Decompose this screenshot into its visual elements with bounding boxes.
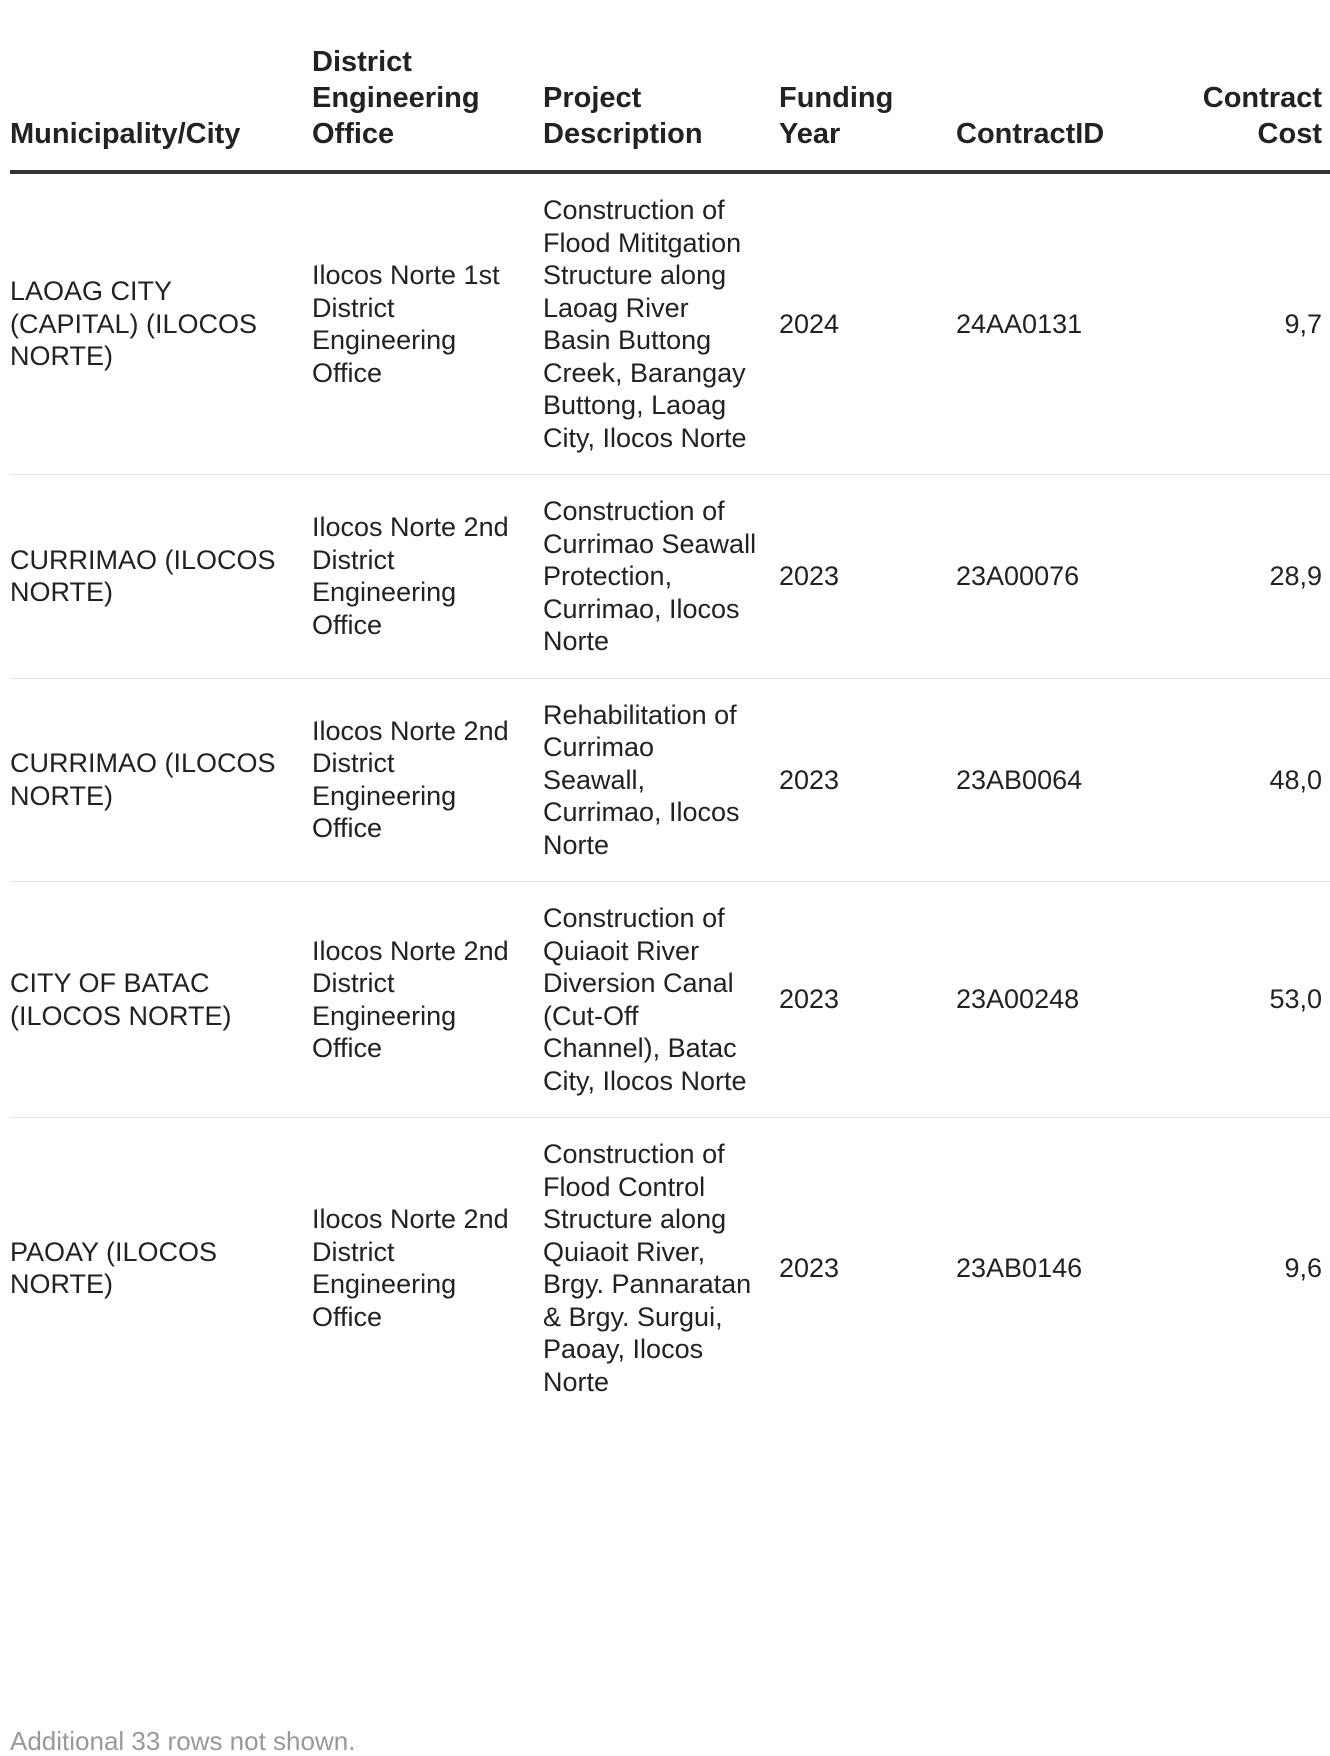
cell-contract-id: 23AB0146 (956, 1252, 1083, 1283)
table-row (10, 882, 1330, 1118)
cell-cost: 48,0 (1146, 678, 1330, 882)
cell-funding-year: 2023 (779, 882, 956, 1118)
cell-funding-year: 2023 (779, 678, 956, 882)
cell-office: Ilocos Norte 2nd District Engineering Office (312, 475, 543, 679)
header-description: Project Description (543, 0, 779, 172)
header-row (10, 0, 1330, 172)
cell-municipality: CURRIMAO (ILOCOS NORTE) (10, 678, 312, 882)
cell-cost: 9,7 (1146, 172, 1330, 475)
cell-funding-year: 2024 (779, 172, 956, 475)
cell-description: Construction of Currimao Seawall Protection, Currimao, Ilocos Norte (543, 475, 779, 679)
cell-contract-id: 23A00076 (956, 475, 1146, 679)
data-table-container (10, 0, 1322, 1418)
cell-municipality: CITY OF BATAC (ILOCOS NORTE) (10, 882, 312, 1118)
table-row (10, 1118, 1330, 1419)
header-cost: Contract Cost (1146, 0, 1330, 172)
table-row (10, 678, 1330, 882)
projects-table (10, 0, 1330, 1418)
cell-office: Ilocos Norte 2nd District Engineering Office (312, 882, 543, 1118)
rows-not-shown-note: Additional 33 rows not shown. (10, 1726, 356, 1756)
header-municipality: Municipality/City (10, 0, 312, 172)
cell-cost: 28,9 (1146, 475, 1330, 679)
cell-office: Ilocos Norte 2nd District Engineering Office (312, 678, 543, 882)
cell-contract-id: 23A00248 (956, 882, 1146, 1118)
table-body (10, 172, 1330, 1418)
table-header (10, 0, 1330, 172)
cell-contract-id: 23AB0064 (956, 678, 1146, 882)
cell-municipality: PAOAY (ILOCOS NORTE) (10, 1236, 218, 1299)
table-row (10, 172, 1330, 475)
cell-funding-year: 2023 (779, 475, 956, 679)
cell-description: Rehabilitation of Currimao Seawall, Currimao, Ilocos Norte (543, 678, 779, 882)
header-contract-id: ContractID (956, 0, 1146, 172)
cell-description: Construction of Flood Mititgation Structure along Laoag River Basin Buttong Creek, Barangay Buttong, Laoag City, Ilocos Norte (543, 172, 779, 475)
cell-municipality: LAOAG CITY (CAPITAL) (ILOCOS NORTE) (10, 172, 312, 475)
cell-municipality: CURRIMAO (ILOCOS NORTE) (10, 475, 312, 679)
cell-cost: 53,0 (1146, 882, 1330, 1118)
cell-contract-id: 24AA0131 (956, 172, 1146, 475)
cell-office: Ilocos Norte 2nd District Engineering Office (312, 1204, 509, 1332)
table-row (10, 475, 1330, 679)
header-funding-year: Funding Year (779, 0, 956, 172)
cell-office: Ilocos Norte 1st District Engineering Office (312, 172, 543, 475)
header-office: District Engineering Office (312, 0, 543, 172)
cell-cost: 9,6 (1284, 1252, 1322, 1283)
cell-funding-year: 2023 (779, 1252, 840, 1283)
cell-description: Construction of Quiaoit River Diversion Canal (Cut-Off Channel), Batac City, Ilocos Norte (543, 882, 779, 1118)
cell-description: Construction of Flood Control Structure along Quiaoit River, Brgy. Pannaratan & Brgy. Surgui, Paoay, Ilocos Norte (543, 1139, 752, 1397)
